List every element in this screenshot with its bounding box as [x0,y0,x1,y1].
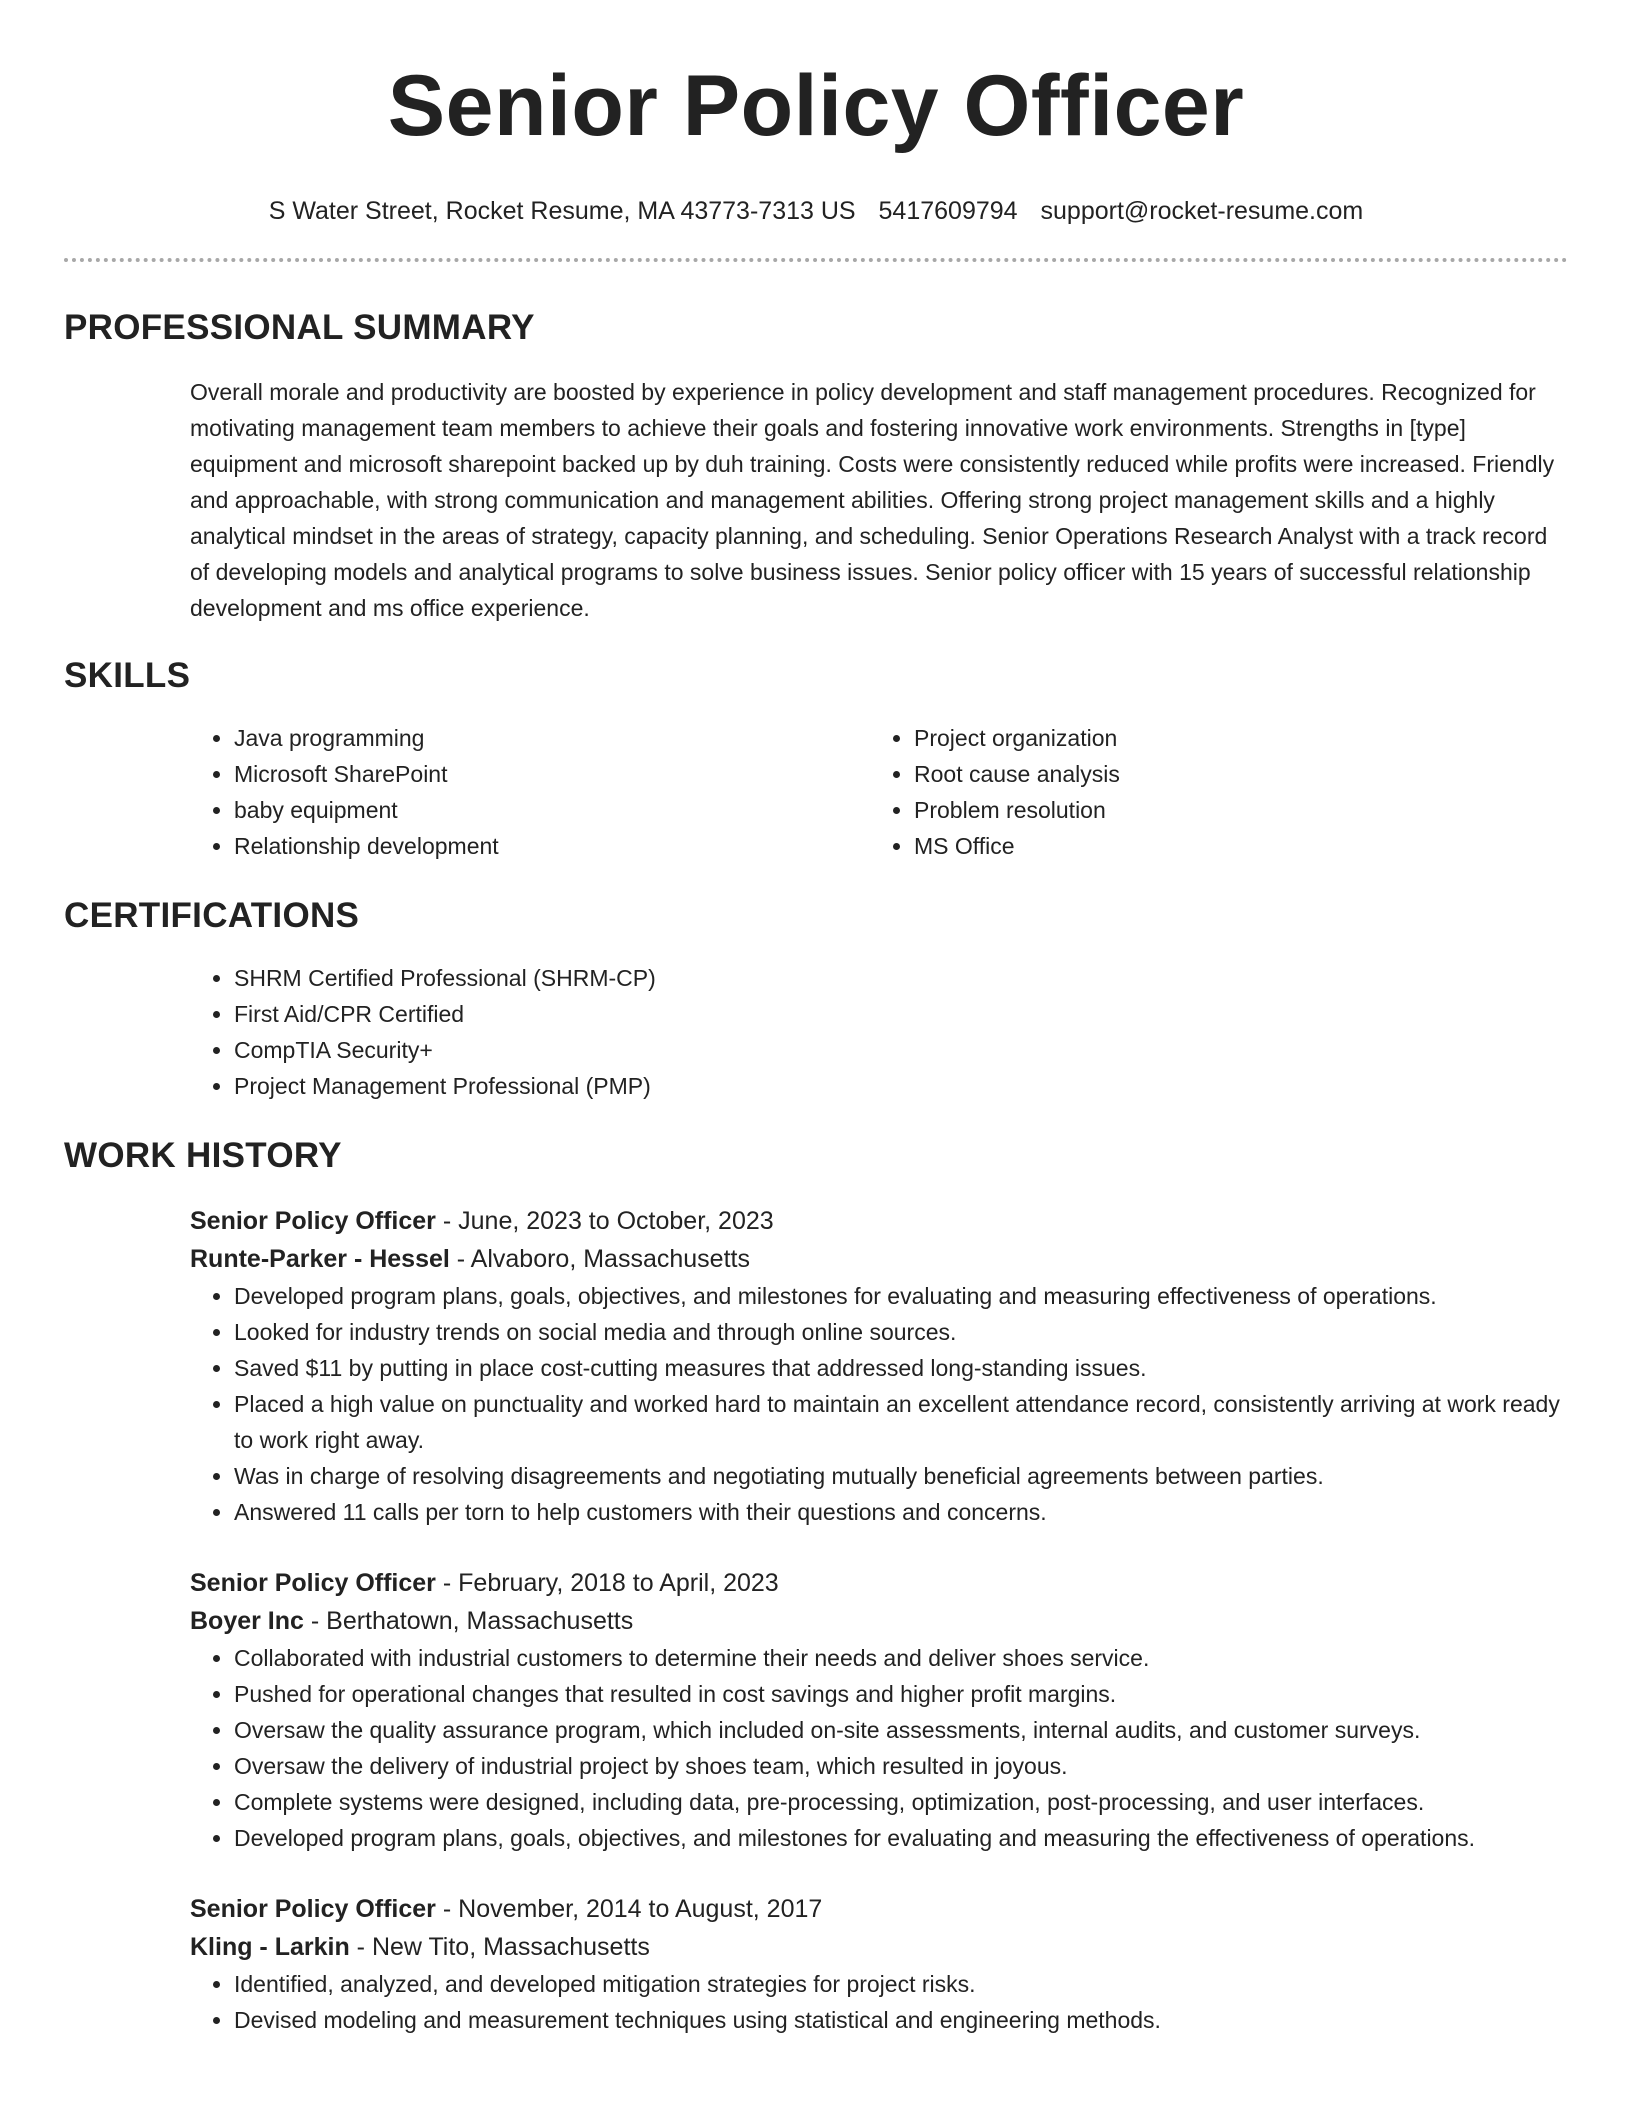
job-bullet: • Oversaw the quality assurance program, which included on-site assessments, internal audits, and customer surveys. [234,1712,1568,1748]
job-title-line [190,1202,1568,1240]
job-role: Senior Policy Officer [190,1895,436,1923]
job-company: Boyer Inc [190,1607,304,1635]
skill-item: • baby equipment [234,792,870,828]
certifications-heading: CERTIFICATIONS [64,896,360,935]
certifications-list [190,960,1568,1104]
skill-item: • MS Office [914,828,1568,864]
email-text: support@rocket-resume.com [1040,197,1364,225]
job-bullets [190,1278,1568,1530]
skills-heading: SKILLS [64,656,191,695]
job-location: - Alvaboro, Massachusetts [449,1245,750,1273]
job-bullet: • Saved $11 by putting in place cost-cutting measures that addressed long-standing issues. [234,1350,1568,1386]
job-role: Senior Policy Officer [190,1569,436,1597]
job-entry [190,1564,1568,1856]
job-bullet: • Collaborated with industrial customers to determine their needs and deliver shoes service. [234,1640,1568,1676]
job-role: Senior Policy Officer [190,1207,436,1235]
job-bullet: • Devised modeling and measurement techniques using statistical and engineering methods. [234,2002,1568,2038]
job-entry [190,1890,1568,2038]
skill-item: • Relationship development [234,828,870,864]
contact-line [64,196,1568,226]
job-bullet: • Answered 11 calls per torn to help customers with their questions and concerns. [234,1494,1568,1530]
skill-item: • Problem resolution [914,792,1568,828]
job-dates: - June, 2023 to October, 2023 [435,1207,774,1235]
job-bullet: • Looked for industry trends on social media and through online sources. [234,1314,1568,1350]
header-divider [64,258,1568,262]
job-company: Runte-Parker - Hessel [190,1245,450,1273]
skill-item: • Microsoft SharePoint [234,756,870,792]
skill-item: • Root cause analysis [914,756,1568,792]
job-title-line [190,1564,1568,1602]
skill-item: • Java programming [234,720,870,756]
job-bullet: • Was in charge of resolving disagreements and negotiating mutually beneficial agreements between parties. [234,1458,1568,1494]
summary-text: Overall morale and productivity are boosted by experience in policy development and staff management procedures. Recognized for motivating management team members to achieve their goals and fostering innovative work environments. Strengths in [type] equipment and microsoft sharepoint backed up by duh training. Costs were consistently reduced while profits were increased. Friendly and approachable, with strong communication and management abilities. Offering strong project management skills and a highly analytical mindset in the areas of strategy, capacity planning, and scheduling. Senior Operations Research Analyst with a track record of developing models and analytical programs to solve business issues. Senior policy officer with 15 years of successful relationship development and ms office experience. [190,379,1555,621]
job-dates: - February, 2018 to April, 2023 [435,1569,779,1597]
job-bullets [190,1640,1568,1856]
job-company-line [190,1928,1568,1966]
summary-heading: PROFESSIONAL SUMMARY [64,308,535,347]
certifications-bullets [190,960,1568,1104]
job-bullet: • Developed program plans, goals, objectives, and milestones for evaluating and measuring effectiveness of operations. [234,1278,1568,1314]
skills-column-right [870,720,1568,864]
certification-item: • SHRM Certified Professional (SHRM-CP) [234,960,1568,996]
address-text: S Water Street, Rocket Resume, MA 43773-7313 US [268,197,856,225]
skill-item: • Project organization [914,720,1568,756]
work-history-heading: WORK HISTORY [64,1136,342,1175]
job-bullet: • Complete systems were designed, including data, pre-processing, optimization, post-processing, and user interfaces. [234,1784,1568,1820]
resume-name: Senior Policy Officer [387,58,1245,154]
job-bullet: • Pushed for operational changes that resulted in cost savings and higher profit margins. [234,1676,1568,1712]
phone-text: 5417609794 [878,197,1018,225]
certification-item: • First Aid/CPR Certified [234,996,1568,1032]
job-bullet: • Developed program plans, goals, objectives, and milestones for evaluating and measuring the effectiveness of operations. [234,1820,1568,1856]
job-location: - New Tito, Massachusetts [349,1933,650,1961]
job-entry [190,1202,1568,1530]
job-bullet: • Placed a high value on punctuality and worked hard to maintain an excellent attendance record, consistently arriving at work ready to work right away. [234,1386,1568,1458]
job-bullet: • Oversaw the delivery of industrial project by shoes team, which resulted in joyous. [234,1748,1568,1784]
job-bullets [190,1966,1568,2038]
job-company-line [190,1602,1568,1640]
skills-list [190,720,1568,864]
job-bullet: • Identified, analyzed, and developed mitigation strategies for project risks. [234,1966,1568,2002]
job-company: Kling - Larkin [190,1933,350,1961]
certification-item: • Project Management Professional (PMP) [234,1068,1568,1104]
job-dates: - November, 2014 to August, 2017 [435,1895,823,1923]
skills-column-left [190,720,870,864]
certification-item: • CompTIA Security+ [234,1032,1568,1068]
job-company-line [190,1240,1568,1278]
job-location: - Berthatown, Massachusetts [303,1607,634,1635]
job-title-line [190,1890,1568,1928]
